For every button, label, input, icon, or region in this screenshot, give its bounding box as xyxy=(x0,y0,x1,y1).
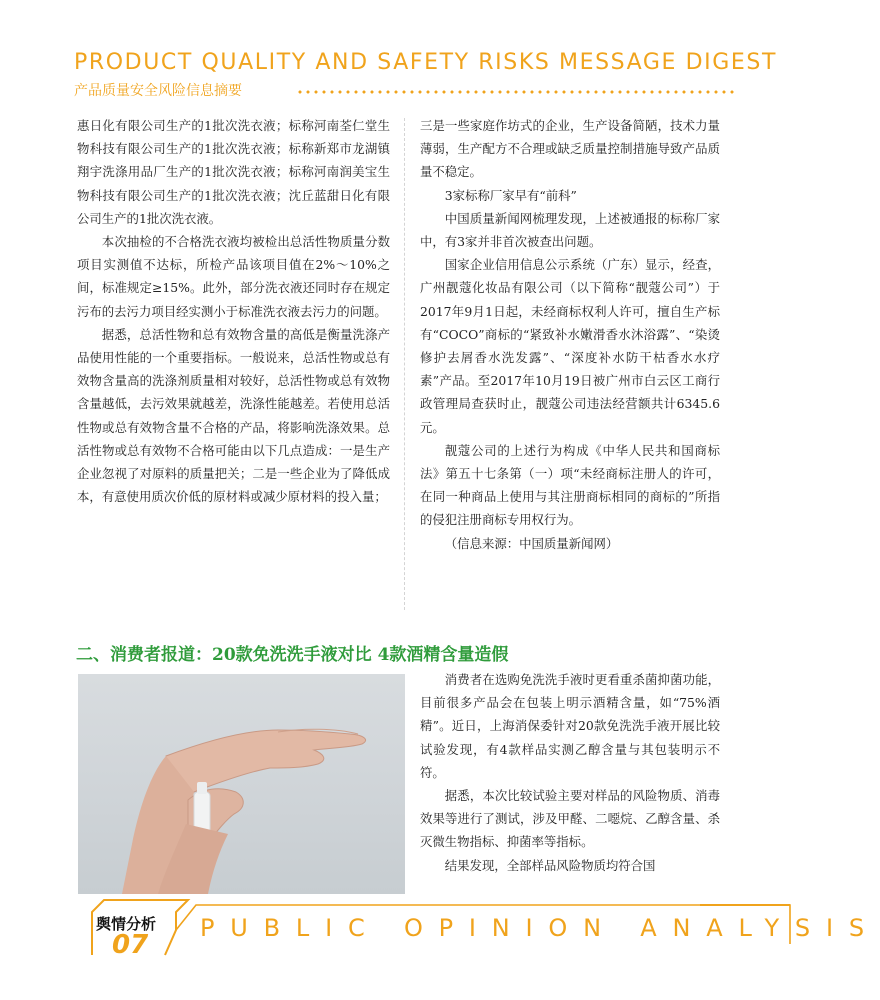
right-paragraph-3: 国家企业信用信息公示系统（广东）显示，经查，广州靓蔻化妆品有限公司（以下简称“靓蔻公司”）于2017年9月1日起，未经商标权利人许可，擅自生产标有“COCO”商标的“紧致补水嫩滑香水沐浴露”、“染烫修护去屑香水洗发露”、“深度补水防干枯香水水疗素”产品。至2017年10月19日被广州市白云区工商行政管理局查获时止，靓蔻公司违法经营额共计6345.6元。 xyxy=(420,257,720,435)
section-2-title: 二、消费者报道：20款免洗洗手液对比 4款酒精含量造假 xyxy=(76,645,509,665)
left-column xyxy=(77,114,390,508)
right-column xyxy=(420,114,720,555)
section-2-paragraph-2: 据悉，本次比较试验主要对样品的风险物质、消毒效果等进行了测试，涉及甲醛、二噁烷、乙醇含量、杀灭微生物指标、抑菌率等指标。 xyxy=(420,788,720,850)
left-paragraph-3: 据悉，总活性物和总有效物含量的高低是衡量洗涤产品使用性能的一个重要指标。一般说来，总活性物或总有效物含量高的洗涤剂质量相对较好，总活性物或总有效物含量越低，去污效果就越差，洗涤性能越差。若使用总活性物或总有效物含量不合格的产品，将影响洗涤效果。总活性物或总有效物不合格可能由以下几点造成：一是生产企业忽视了对原料的质量把关；二是一些企业为了降低成本，有意使用质次价低的原材料或减少原材料的投入量； xyxy=(77,326,390,505)
right-paragraph-1: 三是一些家庭作坊式的企业，生产设备简陋，技术力量薄弱，生产配方不合理或缺乏质量控制措施导致产品质量不稳定。 xyxy=(420,118,720,180)
left-paragraph-1: 惠日化有限公司生产的1批次洗衣液；标称河南荃仁堂生物科技有限公司生产的1批次洗衣液；标称新郑市龙湖镇翔宇洗涤用品厂生产的1批次洗衣液；标称河南润美宝生物科技有限公司生产的1批次洗衣液；沈丘蓝甜日化有限公司生产的1批次洗衣液。 xyxy=(77,118,390,226)
section-2-paragraph-1: 消费者在选购免洗洗手液时更看重杀菌抑菌功能，目前很多产品会在包装上明示酒精含量，如“75%酒精”。近日，上海消保委针对20款免洗洗手液开展比较试验发现，有4款样品实测乙醇含量与其包装明示不符。 xyxy=(420,672,720,780)
footer-section-en: PUBLIC OPINION ANALYSIS xyxy=(200,914,880,942)
header-dot-rule xyxy=(296,90,736,94)
column-divider xyxy=(404,118,405,610)
right-paragraph-4: 靓蔻公司的上述行为构成《中华人民共和国商标法》第五十七条第（一）项“未经商标注册人的许可，在同一种商品上使用与其注册商标相同的商标的”所指的侵犯注册商标专用权行为。 xyxy=(420,442,720,528)
header-title-cn: 产品质量安全风险信息摘要 xyxy=(74,83,242,99)
left-paragraph-2: 本次抽检的不合格洗衣液均被检出总活性物质量分数项目实测值不达标，所检产品该项目值在2%～10%之间，标准规定≥15%。此外，部分洗衣液还同时存在规定污布的去污力项目经实测小于标准洗衣液去污力的问题。 xyxy=(77,234,390,319)
header-title-en: PRODUCT QUALITY AND SAFETY RISKS MESSAGE DIGEST xyxy=(74,50,778,75)
section-2-text xyxy=(420,668,720,877)
source-note: （信息来源：中国质量新闻网） xyxy=(444,535,619,551)
page-number: 07 xyxy=(112,930,149,960)
right-paragraph-2: 中国质量新闻网梳理发现，上述被通报的标称厂家中，有3家并非首次被查出问题。 xyxy=(420,210,720,250)
hand-sanitizer-photo xyxy=(78,674,405,894)
right-subheading: 3家标称厂家早有“前科” xyxy=(444,187,577,203)
footer-section-cn: 舆情分析 xyxy=(96,915,157,933)
section-2-paragraph-3: 结果发现，全部样品风险物质均符合国 xyxy=(444,857,656,873)
